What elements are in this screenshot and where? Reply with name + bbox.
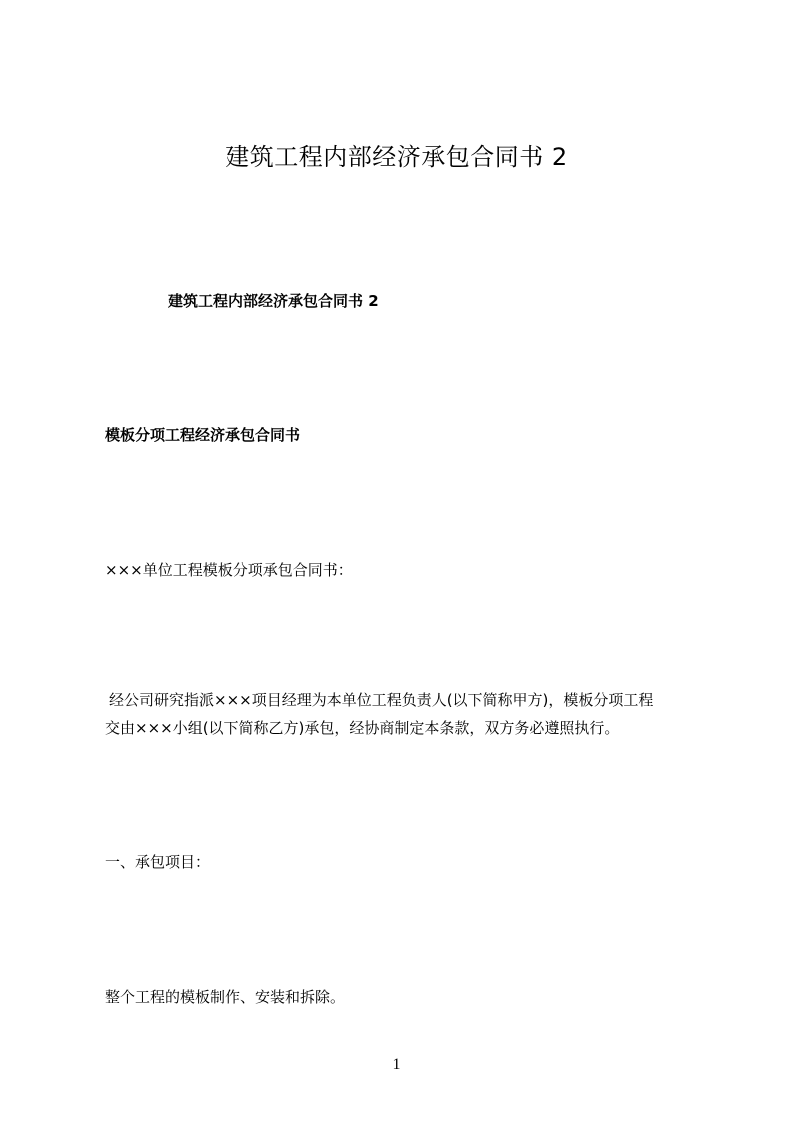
clause-one-heading: 一、承包项目： <box>105 853 211 871</box>
document-subtitle: 建筑工程内部经济承包合同书 2 <box>168 292 379 310</box>
document-title: 建筑工程内部经济承包合同书 2 <box>225 143 568 171</box>
body-paragraph-line-2: 交由×××小组(以下简称乙方)承包，经协商制定本条款，双方务必遵照执行。 <box>105 719 620 737</box>
scope-paragraph: 整个工程的模板制作、安装和拆除。 <box>105 988 346 1006</box>
body-paragraph-line-1: 经公司研究指派×××项目经理为本单位工程负责人(以下简称甲方)，模板分项工程 <box>109 691 654 709</box>
intro-paragraph: ×××单位工程模板分项承包合同书： <box>105 561 353 579</box>
body-paragraph <box>105 686 725 742</box>
page-number: 1 <box>392 1056 401 1073</box>
section-heading: 模板分项工程经济承包合同书 <box>105 426 301 444</box>
